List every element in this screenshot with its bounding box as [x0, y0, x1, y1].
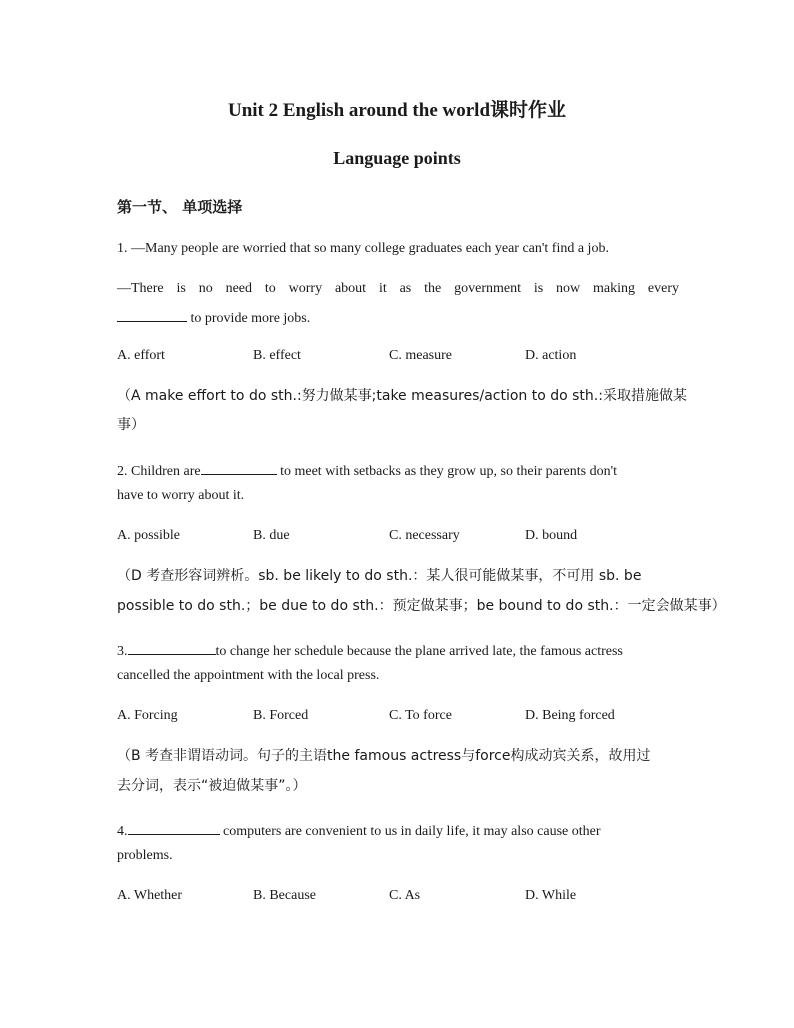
option-b: B. Forced — [253, 708, 309, 723]
question-2-prefix: 2. Children are — [117, 464, 201, 479]
document-subtitle: Language points — [333, 148, 461, 168]
option-a: A. Forcing — [117, 708, 178, 723]
question-3-stem — [117, 640, 679, 661]
question-2-continuation: have to worry about it. — [117, 488, 245, 503]
option-d: D. Being forced — [525, 708, 615, 723]
option-a: A. Whether — [117, 888, 183, 903]
question-1-answer-cont: 事） — [117, 417, 145, 433]
option-d: D. While — [525, 888, 577, 903]
answer-blank — [128, 640, 216, 655]
question-1-dialogue: —There is no need to worry about it as the government is now making every — [117, 281, 679, 296]
question-1-tail: to provide more jobs. — [187, 311, 311, 326]
option-a: A. possible — [117, 528, 180, 543]
option-b: B. effect — [253, 348, 301, 363]
option-c: C. To force — [389, 708, 452, 723]
question-3-prefix: 3. — [117, 644, 128, 659]
option-c: C. measure — [389, 348, 452, 363]
question-1-continuation — [117, 307, 679, 328]
question-2-stem — [117, 460, 679, 481]
option-c: C. necessary — [389, 528, 460, 543]
answer-blank — [201, 460, 277, 475]
option-d: D. action — [525, 348, 577, 363]
question-4-continuation: problems. — [117, 848, 173, 863]
question-3-answer-cont: 去分词，表示“被迫做某事”。） — [117, 778, 307, 794]
question-4-stem — [117, 820, 679, 841]
question-4-suffix: computers are convenient to us in daily life, it may also cause other — [219, 824, 601, 839]
question-2-answer: （D 考查形容词辨析。sb. be likely to do sth.：某人很可能做某事，不可用 sb. be — [117, 568, 642, 584]
option-d: D. bound — [525, 528, 578, 543]
question-3-continuation: cancelled the appointment with the local press. — [117, 668, 380, 683]
question-1-stem: 1. —Many people are worried that so many college graduates each year can't find a job. — [117, 241, 609, 256]
option-c: C. As — [389, 888, 421, 903]
question-2-answer-cont: possible to do sth.；be due to do sth.：预定做某事；be bound to do sth.：一定会做某事） — [117, 598, 726, 614]
question-3-answer: （B 考查非谓语动词。句子的主语the famous actress与force构成动宾关系，故用过 — [117, 748, 651, 764]
question-1-answer: （A make effort to do sth.:努力做某事;take measures/action to do sth.:采取措施做某 — [117, 388, 687, 404]
question-3-suffix: to change her schedule because the plane arrived late, the famous actress — [215, 644, 623, 659]
document-title: Unit 2 English around the world课时作业 — [227, 100, 567, 121]
section-heading: 第一节、 单项选择 — [117, 198, 243, 216]
option-b: B. due — [253, 528, 290, 543]
question-2-suffix: to meet with setbacks as they grow up, so their parents don't — [276, 464, 617, 479]
option-a: A. effort — [117, 348, 165, 363]
question-4-prefix: 4. — [117, 824, 128, 839]
option-b: B. Because — [253, 888, 316, 903]
answer-blank — [128, 820, 220, 835]
answer-blank — [117, 307, 187, 322]
